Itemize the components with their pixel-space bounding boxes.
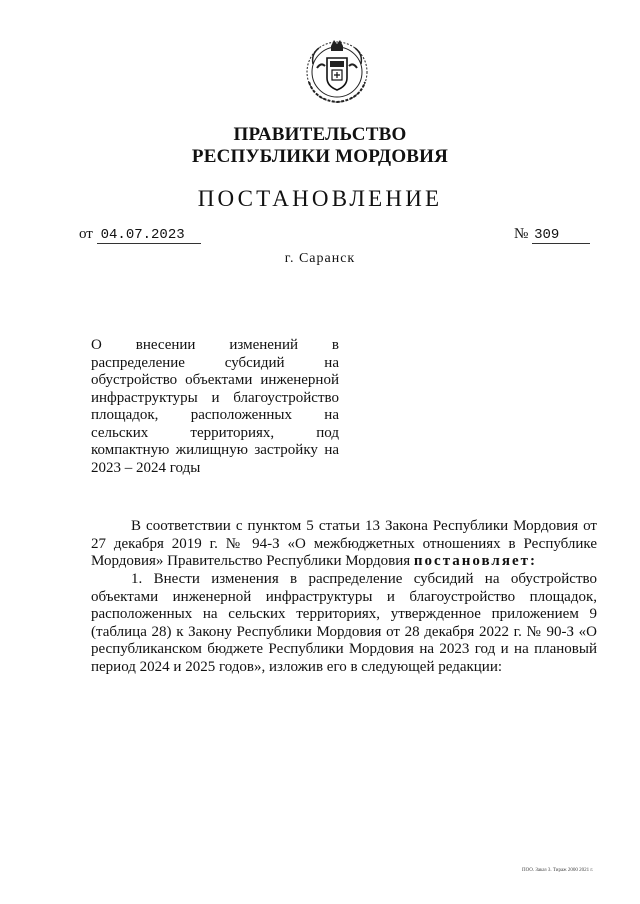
- preamble-text: В соответствии с пунктом 5 статьи 13 Закона Республики Мордовия от 27 декабря 2019 г. № 94-З «О межбюджетных отношениях в Республике Мордовия» Правительство Республики Мордовия: [91, 518, 597, 569]
- preamble-paragraph: [91, 518, 597, 571]
- date-prefix: от: [79, 226, 93, 242]
- clause-1-paragraph: 1. Внести изменения в распределение субсидий на обустройство объектами инженерной инфраструктуры и благоустройство площадок, расположенных на сельских территориях, утвержденное приложением 9 (таблица 28) к Закону Республики Мордовия от 28 декабря 2022 г. № 90-З «О республиканском бюджете Республики Мордовия на 2023 год и на плановый период 2024 и 2025 годов», изложив его в следующей редакции:: [91, 571, 597, 675]
- document-date: 04.07.2023: [97, 228, 201, 244]
- org-name-line1: ПРАВИТЕЛЬСТВО: [233, 124, 407, 145]
- print-footer: ПОО. Заказ 3. Тираж 2000 2021 г.: [522, 868, 594, 873]
- document-subject: О внесении изменений в распределение субсидий на обустройство объектами инженерной инфраструктуры и благоустройство площадок, расположенных на сельских территориях, под компактную жилищную застройку на 2023 – 2024 годы: [91, 337, 339, 476]
- org-name-line2: РЕСПУБЛИКИ МОРДОВИЯ: [191, 146, 449, 167]
- number-prefix: №: [514, 226, 529, 242]
- resolution-keyword: постановляет:: [413, 553, 537, 569]
- date-row: [79, 226, 201, 244]
- coat-of-arms-emblem: [301, 34, 373, 106]
- document-type-title: ПОСТАНОВЛЕНИЕ: [197, 186, 443, 211]
- document-number: 309: [532, 228, 590, 244]
- number-row: [514, 226, 590, 244]
- city-line: г. Саранск: [284, 251, 356, 266]
